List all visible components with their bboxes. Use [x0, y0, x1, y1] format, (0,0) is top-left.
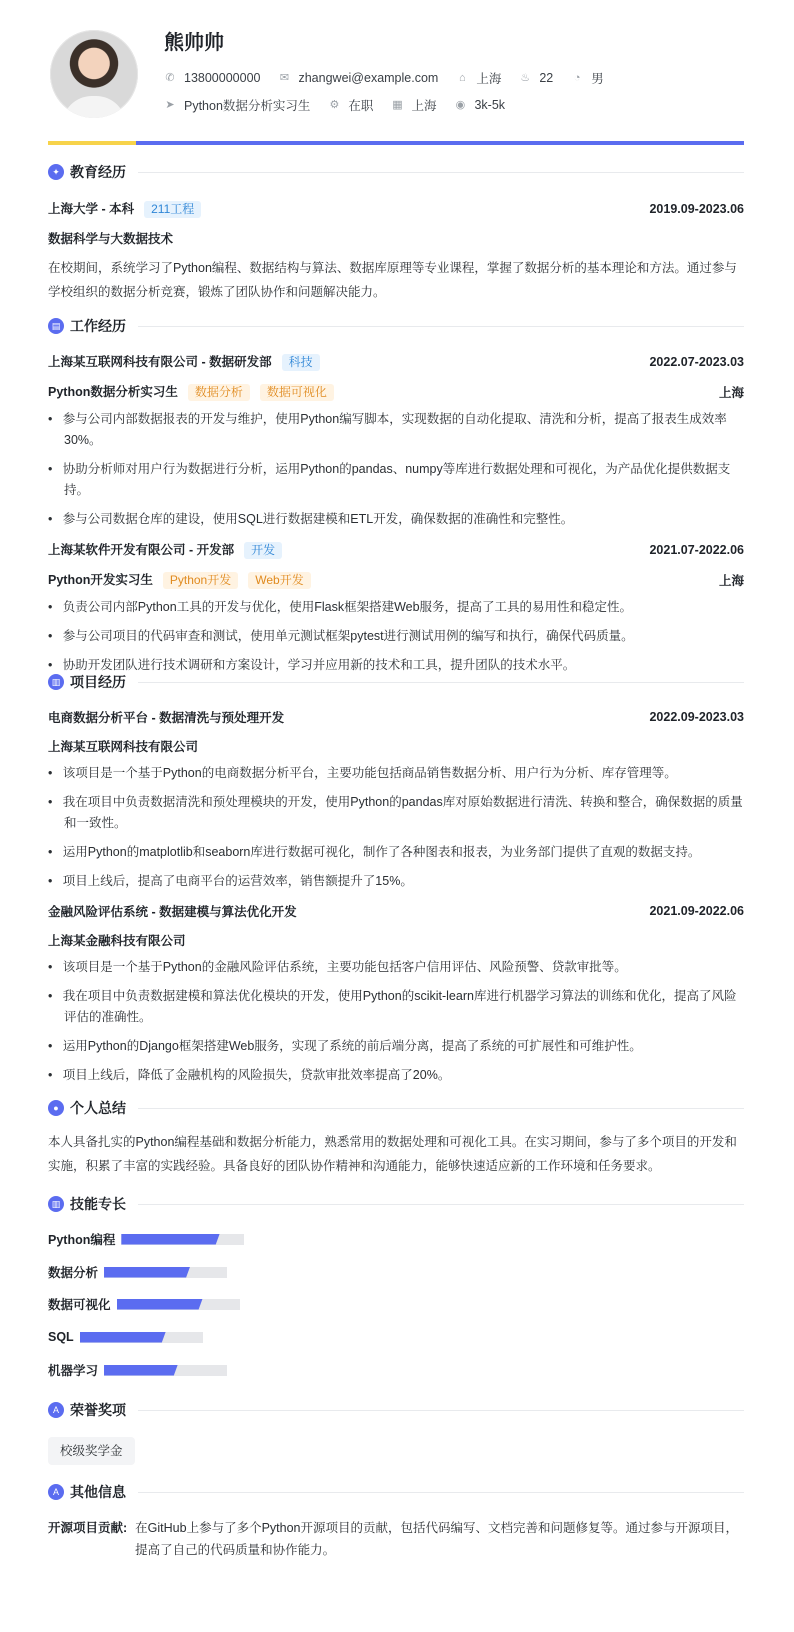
education-header: ✦ 教育经历	[48, 162, 744, 182]
projects-header: ▥ 项目经历	[48, 672, 744, 692]
building-icon: ▦	[392, 99, 403, 111]
work-date: 2021.07-2022.06	[649, 542, 744, 557]
skill-bar-fill	[104, 1267, 190, 1278]
send-icon: ➤	[165, 99, 175, 111]
briefcase-icon: ▤	[48, 318, 64, 334]
other-info-text: 在GitHub上参与了多个Python开源项目的贡献，包括代码编写、文档完善和问题修复等。通过参与开源项目，提高了自己的代码质量和协作能力。	[135, 1521, 738, 1557]
work-section	[48, 316, 744, 684]
list-item: • 协助分析师对用户行为数据进行分析，运用Python的pandas、numpy等库进行数据处理和可视化，为产品优化提供数据支持。	[48, 462, 731, 497]
company-name: 上海某软件开发有限公司 - 开发部	[48, 543, 235, 557]
education-icon: ✦	[48, 164, 64, 180]
awards-header: A 荣誉奖项	[48, 1400, 744, 1420]
list-item: • 负责公司内部Python工具的开发与优化，使用Flask框架搭建Web服务，提高了工具的易用性和稳定性。	[48, 600, 633, 614]
city-item: ⌂ 上海	[456, 69, 501, 87]
candidate-name: 熊帅帅	[164, 32, 224, 54]
project-name: 金融风险评估系统 - 数据建模与算法优化开发	[48, 905, 297, 919]
school-tag: 211工程	[144, 201, 201, 218]
education-row	[48, 199, 744, 218]
coin-icon: ◉	[455, 99, 466, 111]
skill-bar-fill	[117, 1299, 203, 1310]
project-item	[48, 708, 744, 892]
home-icon: ⌂	[459, 72, 466, 84]
list-item: • 运用Python的Django框架搭建Web服务，实现了系统的前后端分离，提高了系统的可扩展性和可维护性。	[48, 1039, 642, 1053]
gear-icon: ⚙	[329, 99, 340, 111]
info-icon: A	[48, 1484, 64, 1500]
skills-icon: ▥	[48, 1196, 64, 1212]
skill-item: Python编程	[48, 1229, 244, 1249]
project-company: 上海某金融科技有限公司	[48, 934, 186, 948]
list-item: • 运用Python的matplotlib和seaborn库进行数据可视化，制作了各种图表和报表，为业务部门提供了直观的数据支持。	[48, 845, 701, 859]
summary-text: 本人具备扎实的Python编程基础和数据分析能力，熟悉常用的数据处理和可视化工具。在实习期间，参与了多个项目的开发和实施，积累了丰富的实践经验。具备良好的团队协作精神和沟通能力，能够快速适应新的工作环境和任务要求。	[48, 1135, 737, 1173]
work-location: 上海	[718, 573, 744, 588]
chart-icon: ▥	[48, 674, 64, 690]
mail-icon: ✉	[279, 72, 290, 84]
skill-bar-fill	[121, 1234, 219, 1245]
target-job-item: ➤ Python数据分析实习生	[165, 99, 311, 113]
cake-icon: ♨	[520, 72, 531, 84]
award-icon: A	[48, 1402, 64, 1418]
user-icon: ●	[48, 1100, 64, 1116]
email-item: ✉ zhangwei@example.com	[279, 71, 439, 85]
skill-item: SQL	[48, 1327, 203, 1347]
school-name: 上海大学 - 本科	[48, 202, 135, 216]
other-info-row	[48, 1517, 744, 1561]
gender-icon: ◔	[573, 72, 581, 84]
list-item: • 参与公司数据仓库的建设，使用SQL进行数据建模和ETL开发，确保数据的准确性和完整性。	[48, 512, 574, 526]
phone-item: ✆ 13800000000	[165, 71, 261, 85]
phone-icon: ✆	[165, 72, 175, 84]
list-item: • 协助开发团队进行技术调研和方案设计，学习并应用新的技术和工具，提升团队的技术水平。	[48, 658, 576, 672]
avatar	[50, 30, 138, 118]
award-chip: 校级奖学金	[48, 1437, 135, 1465]
role-tag: 数据分析	[188, 384, 250, 401]
project-name: 电商数据分析平台 - 数据清洗与预处理开发	[48, 711, 285, 725]
skill-item: 机器学习	[48, 1360, 227, 1380]
skill-bar-fill	[104, 1365, 178, 1376]
awards-section	[48, 1400, 744, 1465]
list-item: • 参与公司内部数据报表的开发与维护，使用Python编写脚本，实现数据的自动化提取、清洗和分析，提高了报表生成效率30%。	[48, 412, 727, 447]
header-divider-bar	[48, 141, 744, 145]
resume-page	[48, 0, 744, 1557]
project-bullets	[48, 763, 744, 892]
skill-item: 数据分析	[48, 1262, 227, 1282]
skill-bar	[117, 1299, 240, 1310]
company-tag: 科技	[282, 354, 320, 371]
work-bullets	[48, 409, 744, 530]
target-city-item: ▦ 上海	[392, 99, 437, 113]
project-date: 2021.09-2022.06	[649, 904, 744, 918]
contact-info-row	[164, 69, 622, 87]
project-item	[48, 902, 744, 1086]
summary-section	[48, 1098, 744, 1178]
role-tag: 数据可视化	[260, 384, 334, 401]
status-item: ⚙ 在职	[329, 99, 374, 113]
other-header: A 其他信息	[48, 1482, 744, 1502]
list-item: • 该项目是一个基于Python的电商数据分析平台，主要功能包括商品销售数据分析、用户行为分析、库存管理等。	[48, 766, 677, 780]
work-item	[48, 352, 744, 530]
education-description: 在校期间，系统学习了Python编程、数据结构与算法、数据库原理等专业课程，掌握了数据分析的基本理论和方法。通过参与学校组织的数据分析竞赛，锻炼了团队协作和问题解决能力。	[48, 261, 737, 299]
job-role: Python数据分析实习生	[48, 385, 178, 399]
project-company: 上海某互联网科技有限公司	[48, 740, 199, 754]
salary-item: ◉ 3k-5k	[455, 98, 506, 112]
project-date: 2022.09-2023.03	[649, 710, 744, 724]
role-tag: Python开发	[163, 572, 238, 589]
list-item: • 参与公司项目的代码审查和测试，使用单元测试框架pytest进行测试用例的编写和执行，确保代码质量。	[48, 629, 634, 643]
gender-item: ◔ 男	[571, 69, 604, 87]
summary-header: ● 个人总结	[48, 1098, 744, 1118]
list-item: • 项目上线后，提高了电商平台的运营效率，销售额提升了15%。	[48, 874, 413, 888]
skills-header: ▥ 技能专长	[48, 1194, 744, 1214]
work-location: 上海	[718, 385, 744, 400]
skill-item: 数据可视化	[48, 1294, 240, 1314]
skill-bar	[104, 1267, 227, 1278]
project-bullets	[48, 957, 744, 1086]
work-bullets	[48, 597, 744, 676]
other-section	[48, 1482, 744, 1561]
skills-section	[48, 1194, 744, 1214]
company-tag: 开发	[244, 542, 282, 559]
skill-bar	[80, 1332, 203, 1343]
resume-header	[48, 0, 744, 148]
age-item: ♨ 22	[520, 71, 554, 85]
list-item: • 我在项目中负责数据建模和算法优化模块的开发，使用Python的scikit-learn库进行机器学习算法的训练和优化，提高了风险评估的准确性。	[48, 989, 737, 1024]
skill-bar-fill	[80, 1332, 166, 1343]
job-role: Python开发实习生	[48, 573, 153, 587]
skill-bar	[121, 1234, 244, 1245]
skill-bar	[104, 1365, 227, 1376]
work-item	[48, 540, 744, 676]
education-section	[48, 162, 744, 304]
list-item: • 我在项目中负责数据清洗和预处理模块的开发，使用Python的pandas库对原始数据进行清洗、转换和整合，确保数据的质量和一致性。	[48, 795, 743, 830]
work-date: 2022.07-2023.03	[649, 354, 744, 369]
other-info-label: 开源项目贡献:	[48, 1521, 128, 1535]
list-item: • 该项目是一个基于Python的金融风险评估系统，主要功能包括客户信用评估、风险预警、贷款审批等。	[48, 960, 627, 974]
work-header: ▤ 工作经历	[48, 316, 744, 336]
education-date: 2019.09-2023.06	[649, 201, 744, 216]
major: 数据科学与大数据技术	[48, 232, 174, 246]
company-name: 上海某互联网科技有限公司 - 数据研发部	[48, 355, 272, 369]
list-item: • 项目上线后，降低了金融机构的风险损失，贷款审批效率提高了20%。	[48, 1068, 451, 1082]
role-tag: Web开发	[248, 572, 310, 589]
projects-section	[48, 672, 744, 1094]
job-intent-row	[164, 96, 523, 114]
